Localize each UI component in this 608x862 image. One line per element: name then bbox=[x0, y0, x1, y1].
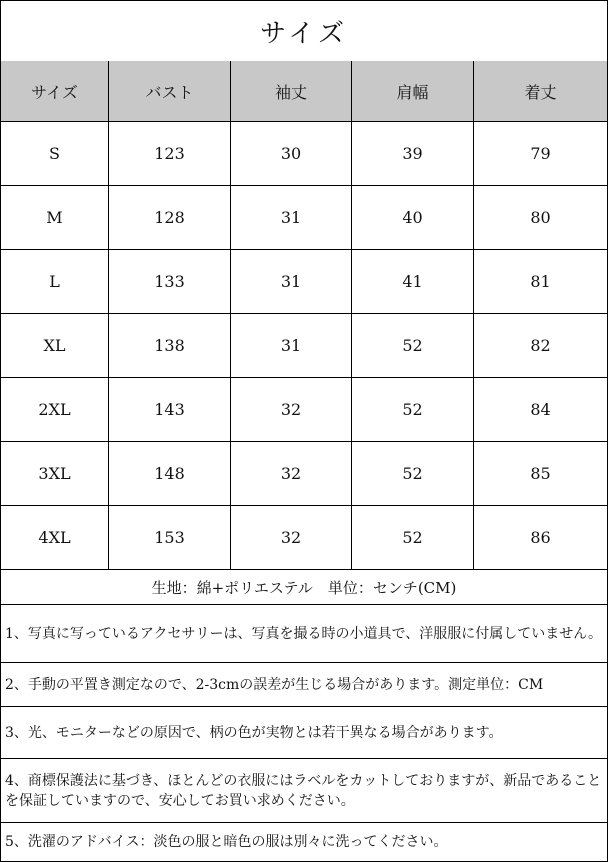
header-length: 着丈 bbox=[474, 61, 608, 122]
cell-bust: 128 bbox=[109, 186, 231, 250]
cell-length: 79 bbox=[474, 122, 608, 186]
cell-shoulder: 52 bbox=[352, 314, 474, 378]
note-accessories: 1、写真に写っているアクセサリーは、写真を撮る時の小道具で、洋服服に付属していません。 bbox=[1, 605, 607, 663]
size-table bbox=[1, 61, 607, 570]
page-title: サイズ bbox=[1, 1, 607, 62]
cell-size: M bbox=[1, 186, 109, 250]
cell-bust: 138 bbox=[109, 314, 231, 378]
header-size: サイズ bbox=[1, 61, 109, 122]
cell-length: 84 bbox=[474, 378, 608, 442]
table-row bbox=[1, 250, 607, 314]
cell-size: XL bbox=[1, 314, 109, 378]
cell-shoulder: 52 bbox=[352, 378, 474, 442]
note-measurement-error: 2、手動の平置き測定なので、2-3cmの誤差が生じる場合があります。測定単位：CM bbox=[1, 663, 607, 707]
cell-length: 82 bbox=[474, 314, 608, 378]
cell-bust: 123 bbox=[109, 122, 231, 186]
cell-sleeve: 31 bbox=[231, 314, 352, 378]
note-color-difference: 3、光、モニターなどの原因で、柄の色が実物とは若干異なる場合があります。 bbox=[1, 707, 607, 759]
cell-shoulder: 52 bbox=[352, 442, 474, 506]
cell-sleeve: 30 bbox=[231, 122, 352, 186]
table-row bbox=[1, 314, 607, 378]
cell-size: 3XL bbox=[1, 442, 109, 506]
note-washing-advice: 5、洗濯のアドバイス：淡色の服と暗色の服は別々に洗ってください。 bbox=[5, 834, 448, 850]
cell-sleeve: 32 bbox=[231, 378, 352, 442]
table-row bbox=[1, 378, 607, 442]
table-header-row bbox=[1, 61, 607, 122]
table-row bbox=[1, 122, 607, 186]
table-row bbox=[1, 506, 607, 570]
cell-size: S bbox=[1, 122, 109, 186]
cell-shoulder: 41 bbox=[352, 250, 474, 314]
cell-sleeve: 31 bbox=[231, 250, 352, 314]
cell-length: 81 bbox=[474, 250, 608, 314]
cell-bust: 153 bbox=[109, 506, 231, 570]
cell-size: 4XL bbox=[1, 506, 109, 570]
cell-shoulder: 40 bbox=[352, 186, 474, 250]
cell-sleeve: 31 bbox=[231, 186, 352, 250]
table-row bbox=[1, 186, 607, 250]
cell-length: 85 bbox=[474, 442, 608, 506]
fabric-unit-line: 生地：綿+ポリエステル 単位：センチ(CM) bbox=[1, 571, 607, 605]
cell-size: 2XL bbox=[1, 378, 109, 442]
header-bust: バスト bbox=[109, 61, 231, 122]
cell-length: 80 bbox=[474, 186, 608, 250]
cell-bust: 148 bbox=[109, 442, 231, 506]
cell-shoulder: 52 bbox=[352, 506, 474, 570]
header-shoulder-width: 肩幅 bbox=[352, 61, 474, 122]
cell-bust: 143 bbox=[109, 378, 231, 442]
notes-section bbox=[1, 571, 607, 861]
header-sleeve-length: 袖丈 bbox=[231, 61, 352, 122]
cell-length: 86 bbox=[474, 506, 608, 570]
note-label-cut: 4、商標保護法に基づき、ほとんどの衣服にはラベルをカットしておりますが、新品であることを保証していますので、安心してお買い求めください。 bbox=[1, 759, 607, 823]
cell-shoulder: 39 bbox=[352, 122, 474, 186]
cell-sleeve: 32 bbox=[231, 442, 352, 506]
cell-bust: 133 bbox=[109, 250, 231, 314]
cell-sleeve: 32 bbox=[231, 506, 352, 570]
cell-size: L bbox=[1, 250, 109, 314]
table-row bbox=[1, 442, 607, 506]
